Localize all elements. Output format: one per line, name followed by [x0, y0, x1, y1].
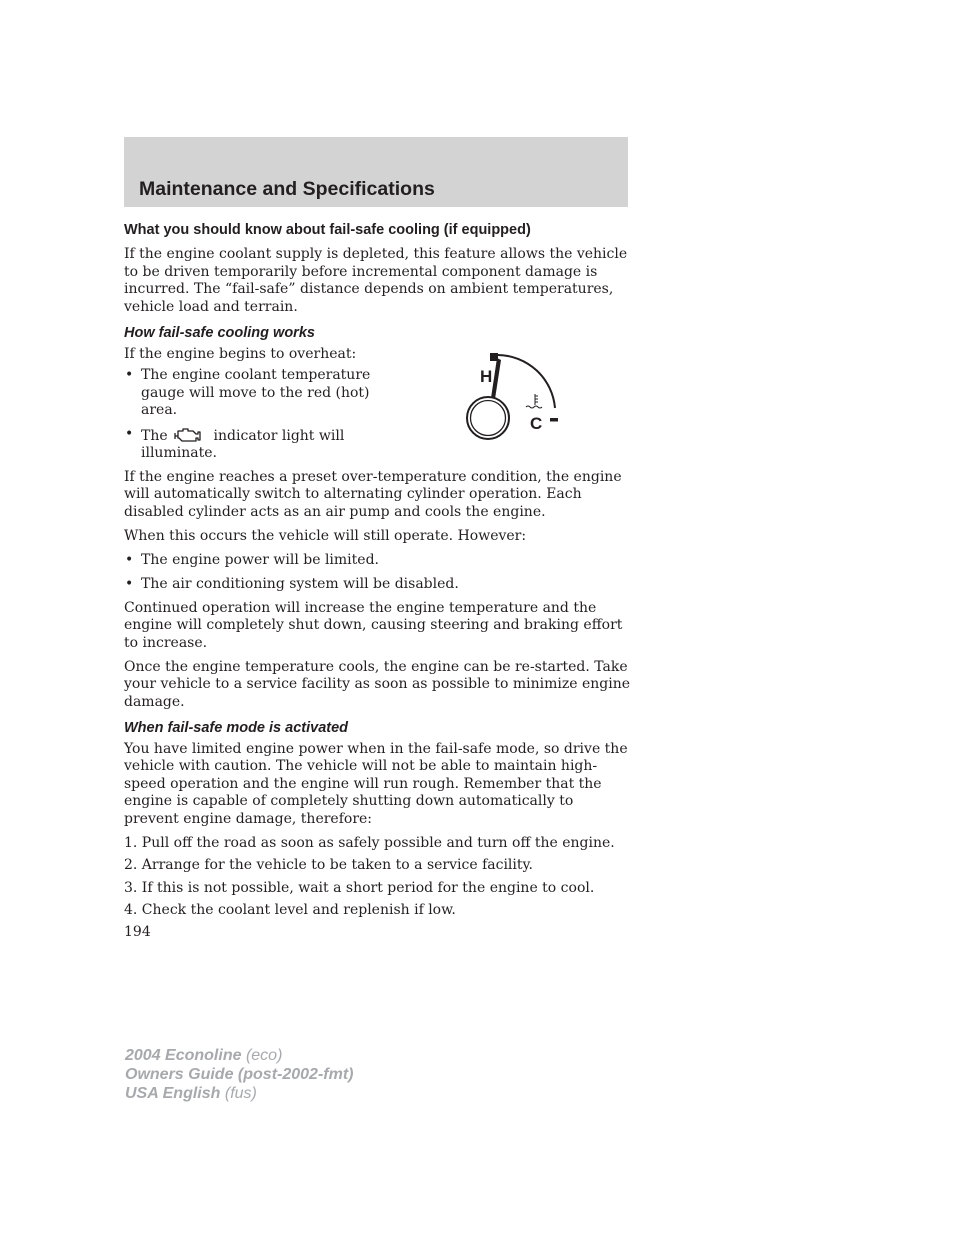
footer-model-code: (eco) [245, 1047, 283, 1064]
gauge-bullet-text: The engine coolant temperature gauge will move to the red (hot) area. [141, 367, 371, 418]
indicator-text-before: The [141, 427, 168, 444]
footer-line-model [125, 1046, 353, 1065]
overheat-intro: If the engine begins to overheat: [124, 345, 357, 362]
section-title: Maintenance and Specifications [139, 178, 435, 200]
list-item [124, 576, 630, 594]
bullet: • [125, 575, 134, 592]
fail-safe-heading: What you should know about fail-safe cooling (if equipped) [124, 222, 531, 238]
bullet: • [125, 551, 134, 568]
document-footer [125, 1046, 353, 1103]
coolant-temperature-icon [526, 394, 542, 408]
footer-guide: Owners Guide (post-2002-fmt) [125, 1066, 354, 1083]
gauge-hub-inner [471, 401, 506, 436]
check-engine-icon [173, 426, 203, 444]
list-item [124, 552, 630, 570]
preset-paragraph: If the engine reaches a preset over-temperature condition, the engine will automatically switch to alternating cylinder operation. Each disabled cylinder acts as an air pump and cools the engine. [124, 468, 622, 520]
once-cools-paragraph: Once the engine temperature cools, the engine can be re-started. Take your vehicle to a service facility as soon as possible to minimize engine damage. [124, 658, 630, 710]
footer-language-code: (fus) [224, 1085, 257, 1102]
cold-label: C [530, 414, 543, 433]
list-item [124, 367, 374, 420]
steps-list [124, 835, 630, 920]
footer-line-guide [125, 1065, 353, 1084]
gauge-needle [491, 358, 501, 399]
step-item: 4. Check the coolant level and replenish if low. [124, 902, 456, 918]
hot-label: H [480, 367, 493, 386]
bullet: • [125, 367, 134, 383]
limits-bullet-list [124, 552, 630, 594]
step-item: 3. If this is not possible, wait a short period for the engine to cool. [124, 879, 595, 896]
limit-power-text: The engine power will be limited. [141, 551, 379, 568]
how-it-works-subheading: How fail-safe cooling works [124, 324, 315, 341]
cold-tick [550, 418, 558, 422]
step-item: 1. Pull off the road as soon as safely possible and turn off the engine. [124, 834, 615, 851]
when-activated-subheading: When fail-safe mode is activated [124, 719, 349, 736]
limited-power-paragraph: You have limited engine power when in the fail-safe mode, so drive the vehicle with caution. The vehicle will not be able to maintain high-speed operation and the engine will run rough. Remember that the engine is capable of completely shutting down automatically to prevent engine damage, therefore: [124, 740, 628, 827]
limit-ac-text: The air conditioning system will be disabled. [141, 575, 459, 592]
page-content [124, 220, 630, 925]
continued-operation-paragraph: Continued operation will increase the engine temperature and the engine will completely shut down, causing steering and braking effort to increase. [124, 599, 623, 651]
gauge-arc [498, 355, 555, 408]
bullet: • [125, 425, 134, 442]
indicator-text-after: indicator light will illuminate. [141, 427, 345, 461]
coolant-temperature-gauge [464, 352, 564, 444]
footer-line-language [125, 1084, 353, 1103]
list-item [124, 426, 374, 463]
step-item: 2. Arrange for the vehicle to be taken to a service facility. [124, 857, 534, 873]
intro-paragraph: If the engine coolant supply is depleted, this feature allows the vehicle to be driven temporarily before incremental component damage is incurred. The “fail-safe” distance depends on ambient temperatures, vehicle load and terrain. [124, 246, 628, 315]
overheat-bullet-list [124, 367, 374, 463]
footer-model: 2004 Econoline [125, 1047, 242, 1064]
still-operate-text: When this occurs the vehicle will still operate. However: [124, 527, 527, 544]
page-number: 194 [124, 924, 151, 940]
footer-language: USA English [125, 1085, 221, 1102]
